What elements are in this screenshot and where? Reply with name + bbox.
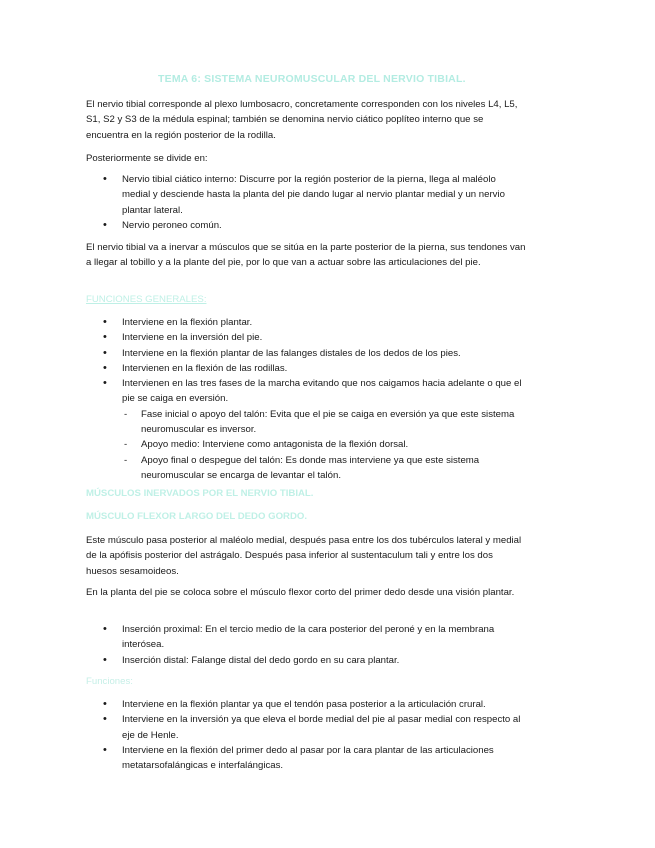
divide-paragraph: Posteriormente se divide en: bbox=[86, 153, 208, 164]
list-item: • Interviene en la flexión plantar. bbox=[86, 315, 526, 330]
list-item: • Intervienen en la flexión de las rodillas. bbox=[86, 361, 526, 376]
list-item bbox=[86, 376, 526, 483]
funciones-heading: Funciones: bbox=[86, 676, 133, 687]
document-title: TEMA 6: SISTEMA NEUROMUSCULAR DEL NERVIO TIBIAL. bbox=[158, 73, 466, 85]
intro-paragraph: El nervio tibial corresponde al plexo lumbosacro, concretamente corresponden con los niveles L4, L5, S1, S2 y S3 de la médula espinal; también se denomina nervio ciático poplíteo interno que se encuentra en la región posterior de la rodilla. bbox=[86, 99, 518, 141]
list-item: • Interviene en la flexión del primer dedo al pasar por la cara plantar de las articulaciones metatarsofalángicas e interfalángicas. bbox=[86, 743, 526, 774]
list-item: • Interviene en la inversión ya que eleva el borde medial del pie al pasar medial con respecto al eje de Henle. bbox=[86, 712, 526, 743]
list-item: • Inserción distal: Falange distal del dedo gordo en su cara plantar. bbox=[86, 653, 526, 668]
fases-list bbox=[122, 407, 526, 483]
list-item: - Apoyo medio: Interviene como antagonista de la flexión dorsal. bbox=[122, 437, 526, 452]
funciones-list bbox=[86, 697, 526, 773]
musculos-heading: MÚSCULOS INERVADOS POR EL NERVIO TIBIAL. bbox=[86, 488, 314, 499]
list-item: - Fase inicial o apoyo del talón: Evita que el pie se caiga en eversión ya que este sistema neuromuscular es inversor. bbox=[122, 407, 526, 438]
list-item: • Nervio peroneo común. bbox=[86, 218, 526, 233]
divisions-list bbox=[86, 172, 526, 233]
flexor-paragraph-1: Este músculo pasa posterior al maléolo medial, después pasa entre los dos tubérculos lateral y medial de la apófisis posterior del astrágalo. Después pasa inferior al sustentaculum tali y entre los dos huesos sesamoideos. bbox=[86, 535, 522, 577]
list-item: • Interviene en la flexión plantar ya que el tendón pasa posterior a la articulación crural. bbox=[86, 697, 526, 712]
list-item: • Interviene en la inversión del pie. bbox=[86, 330, 526, 345]
list-item: • Inserción proximal: En el tercio medio de la cara posterior del peroné y en la membrana interósea. bbox=[86, 622, 526, 653]
list-item: - Apoyo final o despegue del talón: Es donde mas interviene ya que este sistema neuromuscular se encarga de levantar el talón. bbox=[122, 453, 526, 484]
flexor-heading: MÚSCULO FLEXOR LARGO DEL DEDO GORDO. bbox=[86, 511, 308, 522]
list-item: • Interviene en la flexión plantar de las falanges distales de los dedos de los pies. bbox=[86, 346, 526, 361]
funciones-generales-heading: FUNCIONES GENERALES: bbox=[86, 294, 207, 305]
list-item-text: Intervienen en las tres fases de la marcha evitando que nos caigamos hacia adelante o que el pie se caiga en eversión. bbox=[122, 378, 522, 405]
inserciones-list bbox=[86, 622, 526, 668]
inerva-paragraph: El nervio tibial va a inervar a músculos que se sitúa en la parte posterior de la pierna, sus tendones van a llegar al tobillo y a la plante del pie, por lo que van a actuar sobre las articulaciones del pie. bbox=[86, 242, 526, 269]
funciones-generales-list bbox=[86, 315, 526, 483]
flexor-paragraph-2: En la planta del pie se coloca sobre el músculo flexor corto del primer dedo desde una visión plantar. bbox=[86, 587, 515, 598]
list-item: • Nervio tibial ciático interno: Discurre por la región posterior de la pierna, llega al maléolo medial y desciende hasta la planta del pie dando lugar al nervio plantar medial y un nervio plantar lateral. bbox=[86, 172, 526, 218]
